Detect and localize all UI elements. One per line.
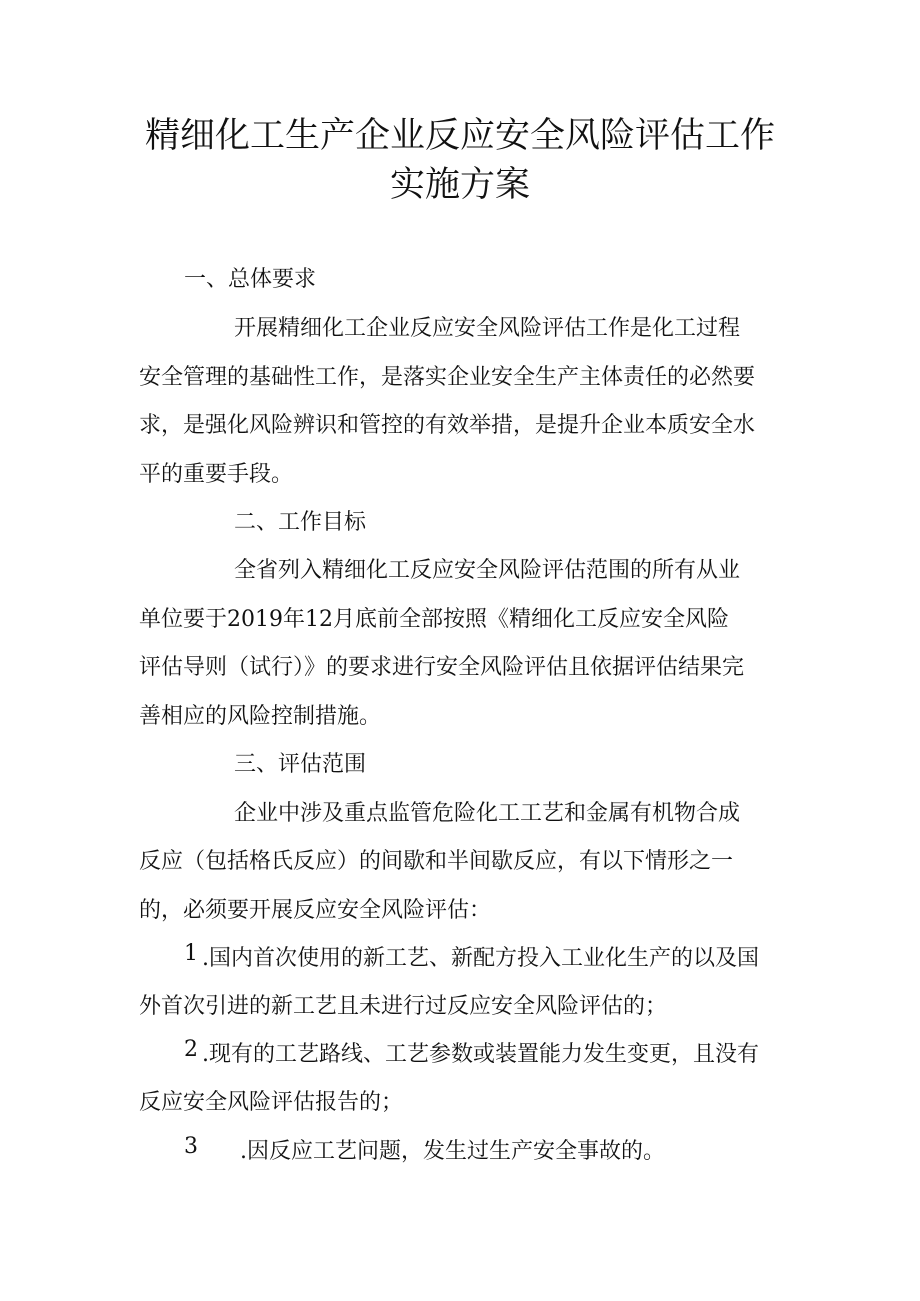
paragraph-line: 反应（包括格氏反应）的间歇和半间歇反应，有以下情形之一 <box>139 849 734 874</box>
paragraph-line: 求，是强化风险辨识和管控的有效举措，是提升企业本质安全水 <box>139 413 756 438</box>
list-item-text: .现有的工艺路线、工艺参数或装置能力发生变更，且没有 <box>202 1042 759 1067</box>
paragraph-line: 单位要于2019年12月底前全部按照《精细化工反应安全风险 <box>139 607 729 632</box>
paragraph-line: 平的重要手段。 <box>139 462 294 487</box>
document-title-line-1: 精细化工生产企业反应安全风险评估工作 <box>144 116 775 156</box>
paragraph-line: 善相应的风险控制措施。 <box>139 704 382 729</box>
document-title-line-2: 实施方案 <box>389 165 530 205</box>
paragraph-line: 全省列入精细化工反应安全风险评估范围的所有从业 <box>234 558 741 583</box>
paragraph-line: 评估导则（试行）》的要求进行安全风险评估且依据评估结果完 <box>139 655 745 680</box>
paragraph-line: 开展精细化工企业反应安全风险评估工作是化工过程 <box>234 316 741 341</box>
list-item-text: 外首次引进的新工艺且未进行过反应安全风险评估的； <box>139 994 668 1019</box>
list-item-text: .因反应工艺问题，发生过生产安全事故的。 <box>240 1139 665 1164</box>
list-item-text: .国内首次使用的新工艺、新配方投入工业化生产的以及国 <box>202 946 759 971</box>
section-heading-general-requirements: 一、总体要求 <box>184 267 317 292</box>
list-item-number: 3 <box>184 1134 198 1159</box>
section-heading-work-goals: 二、工作目标 <box>234 510 367 535</box>
paragraph-line: 安全管理的基础性工作，是落实企业安全生产主体责任的必然要 <box>139 365 756 390</box>
paragraph-line: 的，必须要开展反应安全风险评估： <box>139 898 492 923</box>
section-heading-evaluation-scope: 三、评估范围 <box>234 752 367 777</box>
list-item-number: 2 <box>184 1037 198 1062</box>
paragraph-line: 企业中涉及重点监管危险化工工艺和金属有机物合成 <box>234 801 741 826</box>
list-item-number: 1 <box>184 941 198 966</box>
list-item-text: 反应安全风险评估报告的； <box>139 1090 404 1115</box>
